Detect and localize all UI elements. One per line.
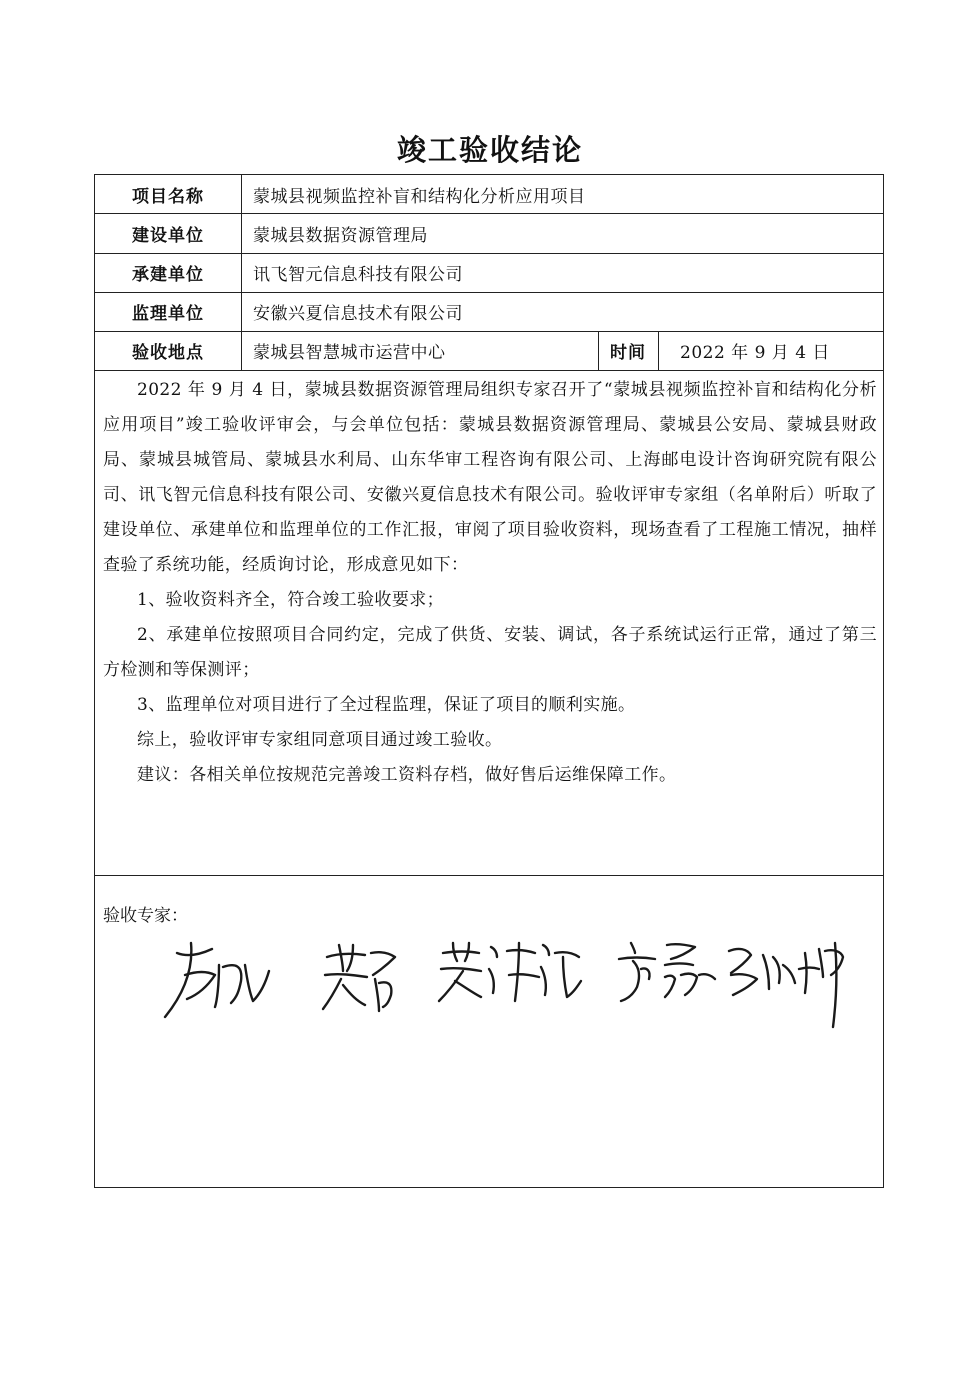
signature-5 [723,935,853,1035]
conclusion-paragraph: 2、承建单位按照项目合同约定，完成了供货、安装、调试，各子系统试运行正常，通过了第三方检测和等保测评； [103,625,877,680]
supervisor-value: 安徽兴夏信息技术有限公司 [253,304,463,324]
row-divider [95,370,883,371]
experts-label: 验收专家： [103,906,188,926]
signature-4 [615,935,720,1010]
builder-value: 蒙城县数据资源管理局 [253,225,428,246]
signature-1 [157,935,287,1025]
builder-label: 建设单位 [132,225,204,246]
time-label: 时间 [610,343,646,363]
document-title: 竣工验收结论 [396,133,583,167]
location-value: 蒙城县智慧城市运营中心 [253,343,446,363]
row-divider [95,875,883,876]
location-label: 验收地点 [132,343,204,363]
supervisor-label: 监理单位 [132,304,204,324]
project-name-value: 蒙城县视频监控补盲和结构化分析应用项目 [253,186,586,207]
conclusion-paragraph: 综上，验收评审专家组同意项目通过竣工验收。 [137,730,503,750]
contractor-label: 承建单位 [132,265,204,285]
conclusion-text [103,373,877,793]
conclusion-paragraph: 建议：各相关单位按规范完善竣工资料存档，做好售后运维保障工作。 [137,765,677,785]
acceptance-table [94,174,884,1188]
time-value: 2022 年 9 月 4 日 [680,343,830,363]
conclusion-paragraph: 2022 年 9 月 4 日，蒙城县数据资源管理局组织专家召开了“蒙城县视频监控补盲和结构化分析应用项目”竣工验收评审会，与会单位包括：蒙城县数据资源管理局、蒙城县公安局、蒙城县财政局、蒙城县城管局、蒙城县水利局、山东华审工程咨询有限公司、上海邮电设计咨询研究院有限公司、讯飞智元信息科技有限公司、安徽兴夏信息技术有限公司。验收评审专家组（名单附后）听取了建设单位、承建单位和监理单位的工作汇报，审阅了项目验收资料，现场查看了工程施工情况，抽样查验了系统功能，经质询讨论，形成意见如下： [103,380,877,575]
project-name-label: 项目名称 [132,186,204,207]
conclusion-paragraph: 1、验收资料齐全，符合竣工验收要求； [137,590,445,610]
signature-3 [435,935,585,1015]
contractor-value: 讯飞智元信息科技有限公司 [253,265,463,285]
signature-2 [317,935,407,1025]
conclusion-paragraph: 3、监理单位对项目进行了全过程监理，保证了项目的顺利实施。 [137,695,636,715]
